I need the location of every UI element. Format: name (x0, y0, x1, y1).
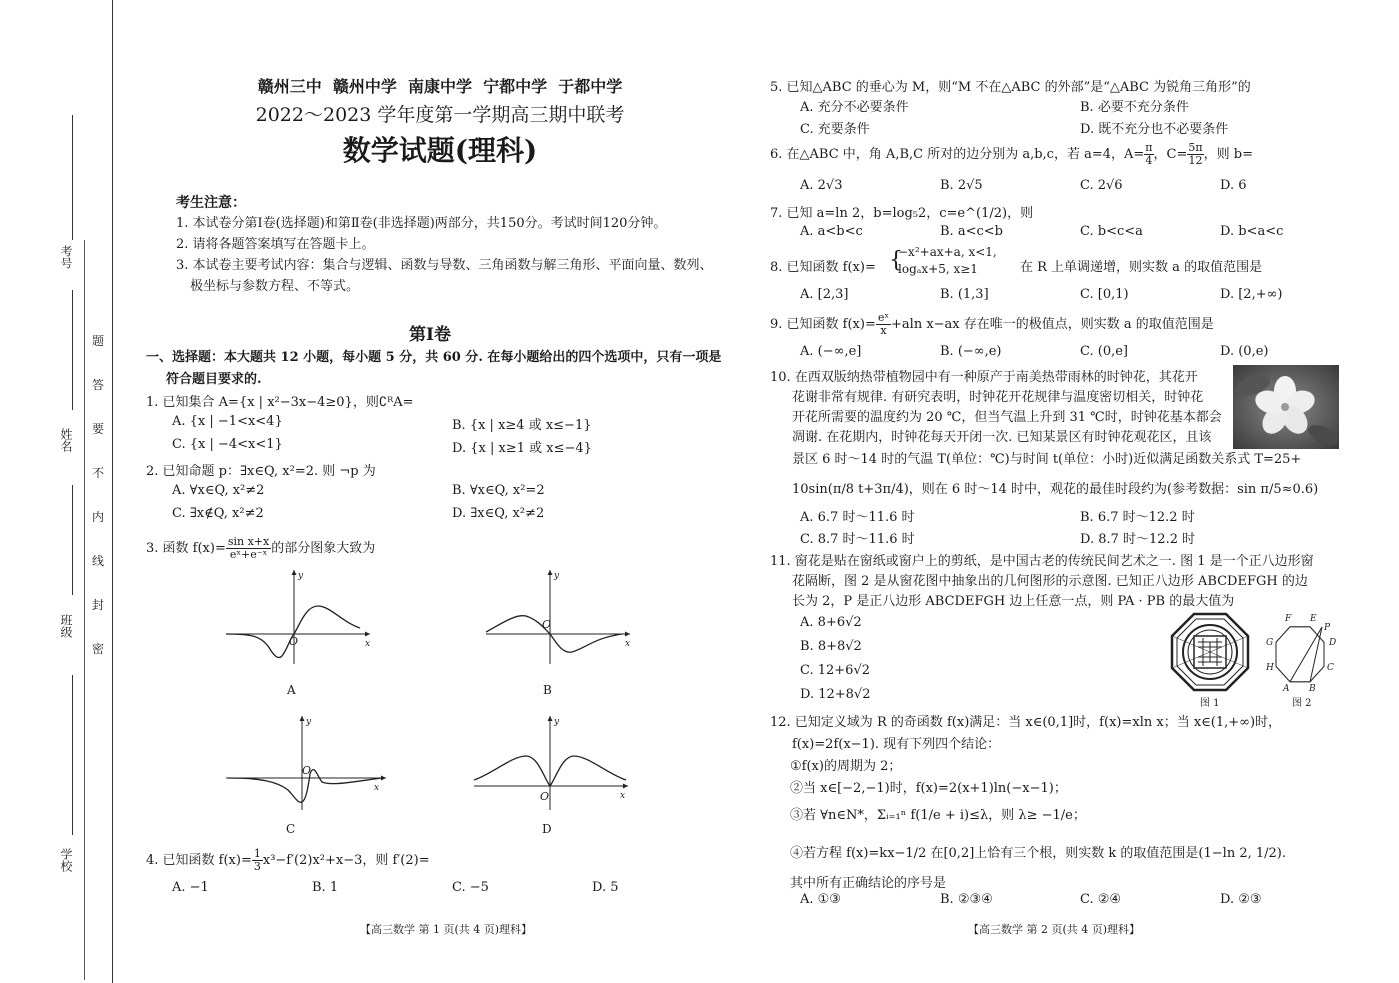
q5-stem: 5. 已知△ABC 的垂心为 M，则“M 不在△ABC 的外部”是“△ABC 为锐角三角形”的 (770, 80, 1251, 95)
class-label: 班级 (59, 614, 73, 638)
y-axis-label: y (554, 717, 560, 727)
q11-option-c[interactable]: C. 12+6√2 (800, 663, 871, 678)
q12-line: ①f(x)的周期为 2； (790, 759, 902, 774)
q3-graph-b (482, 566, 634, 666)
origin-label: O (540, 790, 550, 803)
q10-option-b[interactable]: B. 6.7 时～12.2 时 (1080, 510, 1195, 525)
q5-option-d[interactable]: D. 既不充分也不必要条件 (1080, 122, 1229, 137)
seal-char: 封 (91, 598, 104, 612)
vertex-label: F (1285, 614, 1292, 624)
q4-stem-b: x³−f′(2)x²+x−3，则 f′(2)= (262, 853, 430, 868)
origin-label: O (302, 764, 312, 777)
y-axis-label: y (554, 571, 560, 581)
q11-option-b[interactable]: B. 8+8√2 (800, 639, 862, 654)
q4-option-a[interactable]: A. −1 (172, 880, 209, 895)
page-title: 数学试题(理科) (342, 134, 538, 167)
q7-option-d[interactable]: D. b<a<c (1220, 224, 1284, 239)
q4-option-b[interactable]: B. 1 (312, 880, 339, 895)
q12-option-c[interactable]: C. ②④ (1080, 892, 1122, 907)
q4-fraction-den: 3 (253, 860, 261, 873)
q8-option-d[interactable]: D. [2,+∞) (1220, 287, 1283, 302)
notice-item: 3. 本试卷主要考试内容：集合与逻辑、函数与导数、三角函数与解三角形、平面向量、数列、 (176, 258, 713, 273)
seal-char: 题 (91, 334, 104, 348)
q12-line: f(x)=2f(x−1). 现有下列四个结论： (792, 737, 1001, 752)
q3-graph-label-c: C (286, 822, 296, 836)
vertex-label: A (1283, 684, 1290, 694)
q10-line: 景区 6 时～14 时的气温 T(单位：℃)与时间 t(单位：小时)近似满足函数关系式 T=25+ (792, 452, 1302, 467)
q2-option-a[interactable]: A. ∀x∈Q, x²≠2 (172, 483, 265, 498)
q6-option-b[interactable]: B. 2√5 (940, 178, 983, 193)
q2-option-d[interactable]: D. ∃x∈Q, x²≠2 (452, 506, 545, 521)
q2-option-c[interactable]: C. ∃x∉Q, x²≠2 (172, 506, 264, 521)
section-intro-2: 符合题目要求的. (166, 372, 262, 387)
origin-label: O (289, 635, 299, 648)
q8-stem-a: 8. 已知函数 f(x)= (770, 260, 876, 275)
vertex-label: P (1324, 623, 1331, 633)
q10-option-d[interactable]: D. 8.7 时～12.2 时 (1080, 532, 1196, 547)
q11-option-d[interactable]: D. 12+8√2 (800, 687, 871, 702)
q1-option-b[interactable]: B. {x | x≥4 或 x≤−1} (452, 418, 592, 433)
q9-option-b[interactable]: B. (−∞,e) (940, 344, 1002, 359)
notice-item: 极坐标与参数方程、不等式。 (190, 279, 360, 294)
origin-label: O (542, 618, 552, 631)
window-flower-figure (1170, 612, 1250, 692)
q11-line: 花隔断，图 2 是从窗花图中抽象出的几何图形的示意图. 已知正八边形 ABCDEFGH 的边 (792, 574, 1308, 589)
q4-stem (146, 848, 430, 873)
q10-line: 10. 在西双版纳热带植物园中有一种原产于南美热带雨林的时钟花，其花开 (770, 370, 1198, 385)
q3-graph-a (222, 566, 374, 666)
q12-line: ④若方程 f(x)=kx−1/2 在[0,2]上恰有三个根，则实数 k 的取值范围是(1−ln 2, 1/2). (790, 846, 1286, 861)
x-axis-label: x (620, 791, 626, 801)
seal-char: 内 (91, 510, 104, 524)
q10-line: 10sin(π/8 t+3π/4)，则在 6 时～14 时中，观花的最佳时段约为(参考数据：sin π/5≈0.6) (792, 482, 1319, 497)
q9-option-a[interactable]: A. (−∞,e] (800, 344, 862, 359)
q7-stem: 7. 已知 a=ln 2，b=log₅2，c=e^(1/2)，则 (770, 206, 1034, 221)
section-intro: 一、选择题：本大题共 12 小题，每小题 5 分，共 60 分. 在每小题给出的四个选项中，只有一项是 (146, 350, 722, 365)
vertex-label: B (1309, 684, 1316, 694)
q11-option-a[interactable]: A. 8+6√2 (800, 615, 862, 630)
q4-stem-a: 4. 已知函数 f(x)= (146, 853, 252, 868)
binding-line-outer (112, 0, 113, 983)
q6-angle-a-num: π (1145, 141, 1153, 154)
vertex-label: G (1266, 638, 1274, 648)
q9-fraction-num: eˣ (877, 311, 890, 324)
exam-number-label: 考号 (59, 245, 73, 269)
q8-option-c[interactable]: C. [0,1) (1080, 287, 1129, 302)
y-axis-label: y (306, 717, 312, 727)
x-axis-label: x (374, 783, 380, 793)
q3-fraction-num: sin x+x (227, 535, 270, 548)
notice-item: 1. 本试卷分第Ⅰ卷(选择题)和第Ⅱ卷(非选择题)两部分，共150分。考试时间120分钟。 (176, 216, 667, 231)
q10-line: 凋谢. 在花期内，时钟花每天开闭一次. 已知某景区有时钟花观花区，且该 (792, 430, 1212, 445)
q6-angle-c-num: 5π (1188, 141, 1203, 154)
class-line (72, 485, 73, 595)
q9-option-c[interactable]: C. (0,e] (1080, 344, 1128, 359)
q3-fraction-den: eˣ+e⁻ˣ (229, 548, 268, 561)
q1-option-a[interactable]: A. {x | −1<x<4} (172, 414, 283, 429)
q9-stem-a: 9. 已知函数 f(x)= (770, 317, 876, 332)
figure-1-caption: 图 1 (1200, 698, 1220, 709)
flower-photo (1233, 365, 1339, 449)
q7-option-a[interactable]: A. a<b<c (800, 224, 863, 239)
q4-option-c[interactable]: C. −5 (452, 880, 489, 895)
q12-line: 其中所有正确结论的序号是 (790, 876, 947, 891)
q10-option-a[interactable]: A. 6.7 时～11.6 时 (800, 510, 915, 525)
q4-option-d[interactable]: D. 5 (592, 880, 619, 895)
name-label: 姓名 (59, 428, 73, 452)
q6-option-c[interactable]: C. 2√6 (1080, 178, 1123, 193)
q7-option-b[interactable]: B. a<c<b (940, 224, 1003, 239)
vertex-label: H (1266, 663, 1274, 673)
octagon-figure (1258, 610, 1348, 694)
notice-title: 考生注意： (176, 195, 246, 211)
seal-char: 密 (91, 642, 104, 656)
exam-number-line (72, 115, 73, 240)
figure-2-caption: 图 2 (1292, 698, 1312, 709)
q10-line: 花谢非常有规律. 有研究表明，时钟花开花规律与温度密切相关，时钟花 (792, 390, 1204, 405)
vertex-label: D (1329, 638, 1337, 648)
seal-char: 线 (91, 554, 104, 568)
schools-line: 赣州三中 赣州中学 南康中学 宁都中学 于都中学 (257, 77, 623, 96)
q9-stem (770, 312, 1214, 337)
q12-line: ③若 ∀n∈N*，Σᵢ₌₁ⁿ f(1/e + i)≤λ，则 λ≥ −1/e； (790, 808, 1086, 823)
vertex-label: C (1327, 663, 1334, 673)
q11-line: 11. 窗花是贴在窗纸或窗户上的剪纸，是中国古老的传统民间艺术之一. 图 1 是一个正八边形窗 (770, 554, 1314, 569)
seal-char: 要 (91, 422, 104, 436)
footer-right: 【高三数学 第 2 页(共 4 页)理科】 (968, 923, 1141, 936)
q11-line: 长为 2，P 是正八边形 ABCDEFGH 边上任意一点，则 PA · PB 的最大值为 (792, 594, 1235, 609)
vertex-label: E (1310, 614, 1317, 624)
q12-option-b[interactable]: B. ②③④ (940, 892, 993, 907)
q6-option-a[interactable]: A. 2√3 (800, 178, 843, 193)
x-axis-label: x (365, 639, 371, 649)
q12-option-d[interactable]: D. ②③ (1220, 892, 1262, 907)
seal-char: 不 (91, 466, 104, 480)
q3-graph-label-b: B (543, 683, 552, 697)
q8-case-1: −x²+ax+a, x<1, (898, 245, 997, 259)
q1-option-c[interactable]: C. {x | −4<x<1} (172, 437, 283, 452)
q8-case-2: logₐx+5, x≥1 (898, 262, 978, 276)
q12-option-a[interactable]: A. ①③ (800, 892, 841, 907)
q6-stem (770, 142, 1253, 167)
q6-angle-a-den: 4 (1145, 154, 1153, 167)
name-line (72, 290, 73, 410)
q3-stem (146, 536, 375, 561)
q9-option-d[interactable]: D. (0,e) (1220, 344, 1269, 359)
q8-option-a[interactable]: A. [2,3] (800, 287, 849, 302)
school-line (72, 675, 73, 835)
y-axis-label: y (298, 571, 304, 581)
q1-option-d[interactable]: D. {x | x≥1 或 x≤−4} (452, 441, 592, 456)
seal-char: 答 (91, 378, 104, 392)
q6-angle-c-den: 12 (1188, 154, 1203, 167)
q4-fraction-num: 1 (253, 847, 261, 860)
q8-stem-b: 在 R 上单调递增，则实数 a 的取值范围是 (1020, 260, 1263, 275)
q3-graph-label-a: A (287, 683, 296, 697)
q12-line: ②当 x∈[−2,−1)时，f(x)=2(x+1)ln(−x−1)； (790, 781, 1067, 796)
q10-option-c[interactable]: C. 8.7 时～11.6 时 (800, 532, 915, 547)
binding-line-inner (84, 240, 85, 980)
q8-brace: { (889, 248, 903, 273)
q2-option-b[interactable]: B. ∀x∈Q, x²=2 (452, 483, 545, 498)
notice-item: 2. 请将各题答案填写在答题卡上。 (176, 237, 375, 252)
q1-stem: 1. 已知集合 A={x | x²−3x−4≥0}，则∁ᴿA= (146, 395, 414, 410)
section-title: 第Ⅰ卷 (409, 325, 451, 345)
q5-option-a[interactable]: A. 充分不必要条件 (800, 100, 909, 115)
q9-fraction-den: x (880, 324, 887, 337)
q6-stem-a: 6. 在△ABC 中，角 A,B,C 所对的边分别为 a,b,c，若 a=4，A= (770, 147, 1145, 162)
q3-stem-b: 的部分图象大致为 (271, 541, 376, 556)
q12-line: 12. 已知定义域为 R 的奇函数 f(x)满足：当 x∈(0,1]时，f(x)=xln x；当 x∈(1,+∞)时， (770, 715, 1282, 730)
q3-stem-a: 3. 函数 f(x)= (146, 541, 226, 556)
q9-stem-b: +aln x−ax 存在唯一的极值点，则实数 a 的取值范围是 (891, 317, 1214, 332)
q2-stem: 2. 已知命题 p：∃x∈Q, x²=2. 则 ¬p 为 (146, 464, 376, 479)
q6-stem-c: ，则 b= (1203, 147, 1253, 162)
q3-graph-c (222, 712, 392, 812)
q5-option-b[interactable]: B. 必要不充分条件 (1080, 100, 1189, 115)
school-label: 学校 (59, 848, 73, 872)
footer-left: 【高三数学 第 1 页(共 4 页)理科】 (360, 923, 533, 936)
q5-option-c[interactable]: C. 充要条件 (800, 122, 870, 137)
q7-option-c[interactable]: C. b<c<a (1080, 224, 1143, 239)
exam-title: 2022～2023 学年度第一学期高三期中联考 (255, 104, 625, 126)
q3-graph-label-d: D (542, 822, 552, 836)
x-axis-label: x (625, 639, 631, 649)
q6-stem-b: ，C= (1153, 147, 1188, 162)
q8-cases (898, 244, 997, 278)
q10-line: 开花所需要的温度约为 20 ℃，但当气温上升到 31 ℃时，时钟花基本都会 (792, 410, 1222, 425)
q6-option-d[interactable]: D. 6 (1220, 178, 1247, 193)
q3-graph-d (470, 712, 632, 812)
q8-option-b[interactable]: B. (1,3] (940, 287, 989, 302)
